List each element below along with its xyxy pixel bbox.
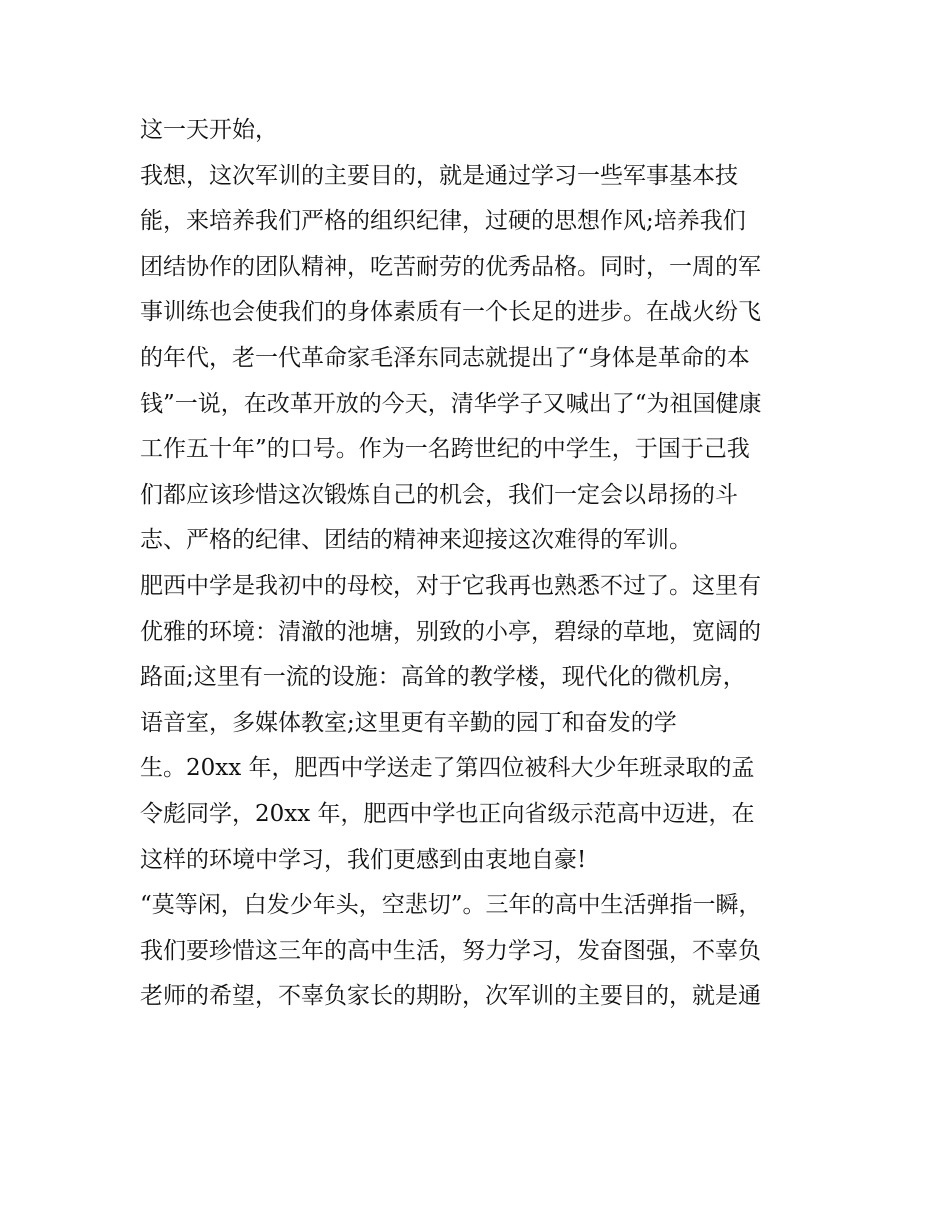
text-line: 生。20xx 年，肥西中学送走了第四位被科大少年班录取的孟 — [140, 755, 755, 782]
text-line: 们都应该珍惜这次锻炼自己的机会，我们一定会以昂扬的斗 — [140, 481, 738, 508]
text-line: 能，来培养我们严格的组织纪律，过硬的思想作风;培养我们 — [140, 208, 746, 235]
text-line: 的年代，老一代革命家毛泽东同志就提出了“身体是革命的本 — [140, 344, 750, 371]
text-line: 肥西中学是我初中的母校，对于它我再也熟悉不过了。这里有 — [140, 572, 761, 599]
body-text — [140, 108, 820, 1020]
text-line: 事训练也会使我们的身体素质有一个长足的进步。在战火纷飞 — [140, 299, 761, 326]
text-line: 志、严格的纪律、团结的精神来迎接这次难得的军训。 — [140, 527, 692, 554]
text-line: 钱”一说，在改革开放的今天，清华学子又喊出了“为祖国健康 — [140, 390, 762, 417]
text-line: 路面;这里有一流的设施：高耸的教学楼，现代化的微机房， — [140, 664, 746, 691]
text-line: 工作五十年”的口号。作为一名跨世纪的中学生，于国于己我 — [140, 436, 750, 463]
text-line: 优雅的环境：清澈的池塘，别致的小亭，碧绿的草地，宽阔的 — [140, 618, 761, 645]
text-line: 我想，这次军训的主要目的，就是通过学习一些军事基本技 — [140, 162, 738, 189]
text-line: 令彪同学，20xx 年，肥西中学也正向省级示范高中迈进，在 — [140, 800, 755, 827]
text-line: 语音室，多媒体教室;这里更有辛勤的园丁和奋发的学 — [140, 709, 677, 736]
text-line: 老师的希望，不辜负家长的期盼，次军训的主要目的，就是通 — [140, 983, 761, 1010]
text-line: 这样的环境中学习，我们更感到由衷地自豪! — [140, 846, 587, 873]
text-line: 这一天开始， — [140, 117, 278, 143]
text-line: 团结协作的团队精神，吃苦耐劳的优秀品格。同时，一周的军 — [140, 253, 761, 280]
text-line: 我们要珍惜这三年的高中生活，努力学习，发奋图强，不辜负 — [140, 937, 761, 964]
text-line: “莫等闲，白发少年头，空悲切”。三年的高中生活弹指一瞬， — [140, 892, 762, 919]
